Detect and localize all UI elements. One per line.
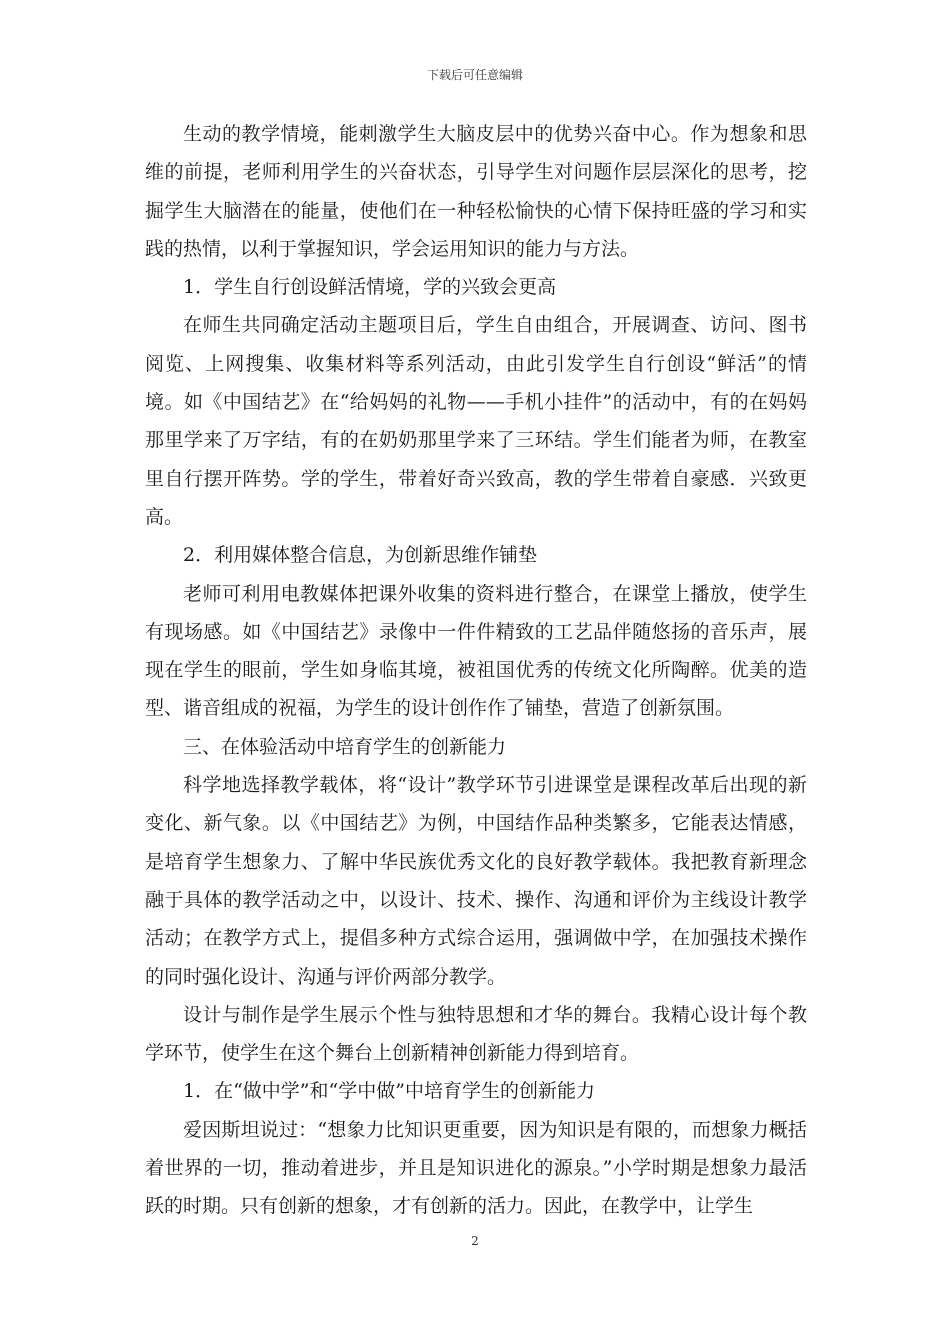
- section-heading: 2．利用媒体整合信息，为创新思维作铺垫: [183, 544, 538, 567]
- page-number: 2: [471, 1234, 479, 1248]
- paragraph: 老师可利用电教媒体把课外收集的资料进行整合，在课堂上播放，使学生有现场感。如《中国结艺》录像中一件件精致的工艺品伴随悠扬的音乐声，展现在学生的眼前，学生如身临其境，被祖国优秀的传统文化所陶醉。优美的造型、谐音组成的祝福，为学生的设计创作作了铺垫，营造了创新氛围。: [145, 582, 807, 720]
- page-header: 下载后可任意编辑: [426, 68, 523, 82]
- paragraph: 在师生共同确定活动主题项目后，学生自由组合，开展调查、访问、图书阅览、上网搜集、收集材料等系列活动，由此引发学生自行创设“鲜活”的情境。如《中国结艺》在“给妈妈的礼物——手机小挂件”的活动中，有的在妈妈那里学来了万字结，有的在奶奶那里学来了三环结。学生们能者为师，在教室里自行摆开阵势。学的学生，带着好奇兴致高，教的学生带着自豪感．兴致更高。: [145, 314, 807, 528]
- section-heading: 1．学生自行创设鲜活情境，学的兴致会更高: [183, 276, 557, 299]
- body-text: [145, 115, 807, 1226]
- paragraph: 爱因斯坦说过：“想象力比知识更重要，因为知识是有限的，而想象力概括着世界的一切，推动着进步，并且是知识进化的源泉。”小学时期是想象力最活跃的时期。只有创新的想象，才有创新的活力。因此，在教学中，让学生: [145, 1118, 807, 1218]
- section-heading: 1．在“做中学”和“学中做”中培育学生的创新能力: [183, 1080, 595, 1103]
- section-heading: 三、在体验活动中培育学生的创新能力: [183, 735, 507, 758]
- paragraph: 科学地选择教学载体，将“设计”教学环节引进课堂是课程改革后出现的新变化、新气象。以《中国结艺》为例，中国结作品种类繁多，它能表达情感，是培育学生想象力、了解中华民族优秀文化的良好教学载体。我把教育新理念融于具体的教学活动之中，以设计、技术、操作、沟通和评价为主线设计教学活动；在教学方式上，提倡多种方式综合运用，强调做中学，在加强技术操作的同时强化设计、沟通与评价两部分教学。: [145, 774, 807, 988]
- paragraph: 设计与制作是学生展示个性与独特思想和才华的舞台。我精心设计每个教学环节，使学生在这个舞台上创新精神创新能力得到培育。: [145, 1003, 807, 1065]
- paragraph: 生动的教学情境，能刺激学生大脑皮层中的优势兴奋中心。作为想象和思维的前提，老师利用学生的兴奋状态，引导学生对问题作层层深化的思考，挖掘学生大脑潜在的能量，使他们在一种轻松愉快的心情下保持旺盛的学习和实践的热情，以利于掌握知识，学会运用知识的能力与方法。: [145, 123, 807, 260]
